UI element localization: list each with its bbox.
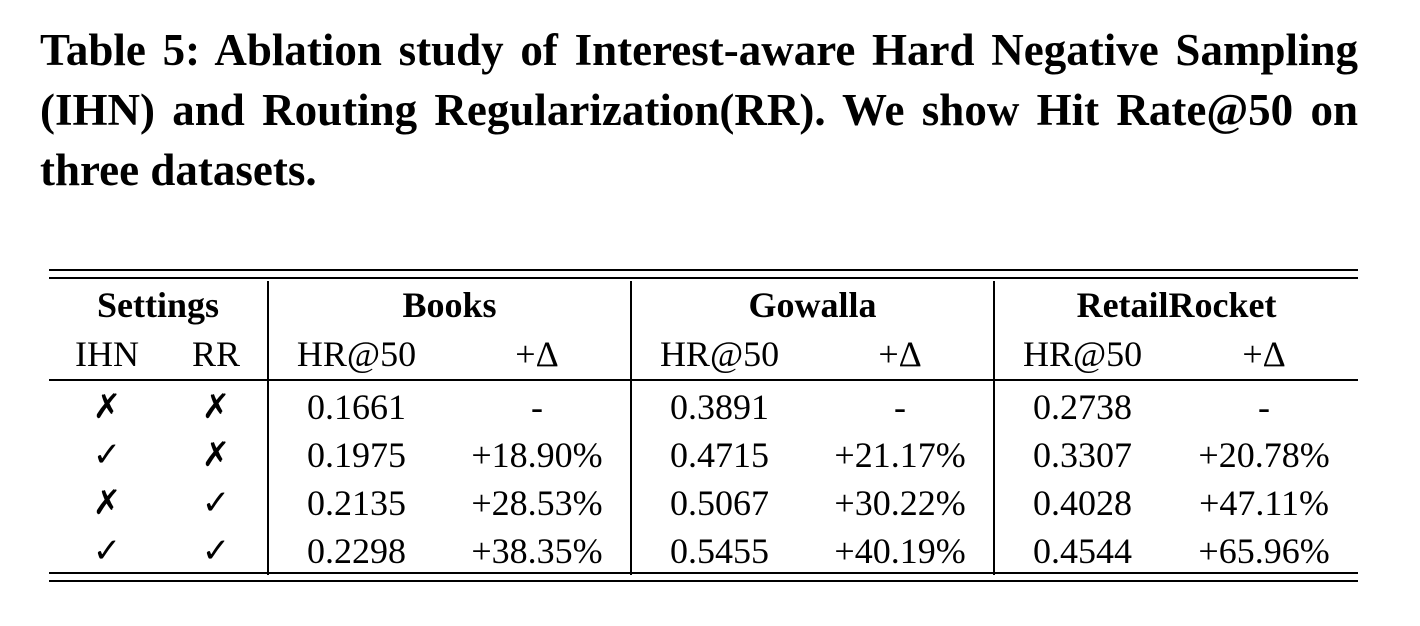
top-rule-inner [49,277,1358,279]
retail-hr-cell: 0.2738 [1033,387,1133,427]
rr-mark: ✗ [165,380,268,431]
books-delta-header: +Δ [444,329,631,380]
table-row [49,479,1358,527]
gowalla-delta-header: +Δ [807,329,994,380]
books-delta-cell: +38.35% [444,527,631,575]
ihn-mark: ✗ [92,387,122,427]
gowalla-hr-cell: 0.3891 [670,387,770,427]
gowalla-delta-cell: +40.19% [807,527,994,575]
gowalla-delta-cell: +21.17% [807,431,994,479]
ihn-mark: ✓ [92,435,122,475]
dataset-header-gowalla: Gowalla [631,281,994,329]
bottom-rule-outer [49,580,1358,582]
rr-mark: ✗ [165,431,268,479]
books-hr-cell: 0.2298 [307,531,407,571]
retail-delta-cell: +47.11% [1199,483,1330,523]
bottom-rule-inner [49,572,1358,574]
books-hr-cell: 0.1975 [307,435,407,475]
settings-header: Settings [49,281,268,329]
retail-delta-header: +Δ [1170,329,1358,380]
gowalla-hr-header: HR@50 [631,329,807,380]
ihn-header: IHN [49,329,165,380]
table-row [49,431,1358,479]
table-caption: Table 5: Ablation study of Interest-aware Hard Negative Sampling (IHN) and Routing Regularization(RR). We show Hit Rate@50 on three datasets. [40,25,1358,195]
books-hr-header: HR@50 [268,329,444,380]
books-delta-cell: - [444,380,631,431]
retail-delta-cell: +65.96% [1198,531,1330,571]
gowalla-hr-cell: 0.5067 [670,483,770,523]
ablation-table [49,281,1358,575]
ihn-mark: ✓ [92,531,122,571]
gowalla-hr-cell: 0.5455 [670,531,770,571]
table-row [49,380,1358,431]
books-delta-cell: +18.90% [444,431,631,479]
top-rule-outer [49,269,1358,271]
gowalla-hr-cell: 0.4715 [670,435,770,475]
retail-hr-cell: 0.3307 [1033,435,1133,475]
table-row [49,527,1358,575]
dataset-header-retailrocket: RetailRocket [1076,285,1277,325]
retail-delta-cell: +20.78% [1198,435,1330,475]
dataset-header-row [49,281,1358,329]
books-hr-cell: 0.1661 [307,387,407,427]
gowalla-delta-cell: +30.22% [807,479,994,527]
rr-mark: ✓ [165,527,268,575]
rr-header: RR [165,329,268,380]
books-delta-cell: +28.53% [444,479,631,527]
retail-hr-header: HR@50 [994,329,1170,380]
retail-delta-cell: - [1258,387,1271,427]
ihn-mark: ✗ [92,483,122,523]
retail-hr-cell: 0.4544 [1033,531,1133,571]
rr-mark: ✓ [165,479,268,527]
metric-header-row [49,329,1358,380]
gowalla-delta-cell: - [807,380,994,431]
retail-hr-cell: 0.4028 [1033,483,1133,523]
dataset-header-books: Books [268,281,631,329]
books-hr-cell: 0.2135 [307,483,407,523]
